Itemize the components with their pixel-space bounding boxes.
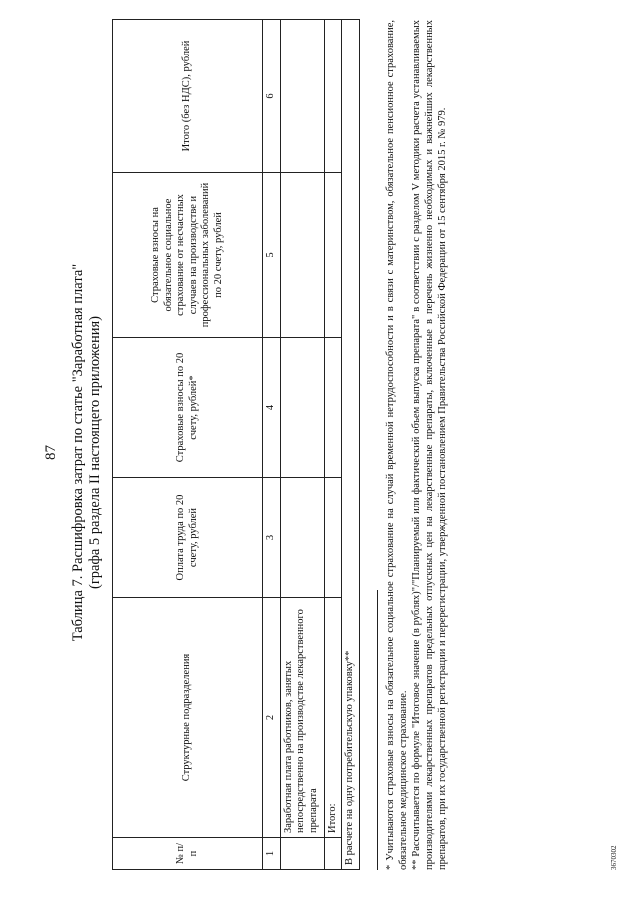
- table-cell: [324, 338, 342, 478]
- column-number: 2: [263, 598, 281, 838]
- footnotes: [384, 20, 449, 870]
- footnote-divider: [377, 590, 378, 870]
- table-cell: [324, 20, 342, 173]
- header-cell-total: Итого (без НДС), рублей: [113, 20, 263, 173]
- column-number-row: [263, 20, 281, 870]
- salary-cost-table: [112, 19, 360, 870]
- table-cell: [280, 338, 324, 478]
- table-cell: [324, 478, 342, 598]
- footnote-1: * Учитываются страховые взносы на обязательное социальное страхование на случай временной нетрудоспособности и в связи с материнством, обязательное пенсионное страхование, обязательное медицинское страхование.: [385, 20, 409, 870]
- table-cell: [280, 20, 324, 173]
- page-number: 87: [43, 445, 59, 460]
- row-label-total: Итого:: [324, 598, 342, 838]
- table-cell: [280, 173, 324, 338]
- table-header-row: [113, 20, 263, 870]
- table-cell: [324, 173, 342, 338]
- column-number: 5: [263, 173, 281, 338]
- header-cell-number: № п/п: [113, 838, 263, 870]
- table-cell: [280, 838, 324, 870]
- row-label-per-pack: В расчете на одну потребительскую упаковку**: [342, 20, 360, 870]
- document-code: 3670302: [610, 845, 618, 870]
- table-title-line-2: (графа 5 раздела II настоящего приложения): [87, 316, 103, 589]
- header-cell-wages: Оплата труда по 20 счету, рублей: [113, 478, 263, 598]
- table-cell: [280, 478, 324, 598]
- column-number: 4: [263, 338, 281, 478]
- column-number: 3: [263, 478, 281, 598]
- table-cell: [324, 838, 342, 870]
- footnote-2: ** Рассчитывается по формуле "Итоговое значение (в рублях)"/"Планируемый или фактический объем выпуска препарата" в соответствии с разделом V методики расчета устанавливаемых производителями лекарственных препаратов предельных отпускных цен на лекарственные препараты, включенные в перечень жизненно необходимых и важнейших лекарственных препаратов, при их государственной регистрации и перерегистрации, утвержденной постановлением Правительства Российской Федерации от 15 сентября 2015 г. № 979.: [411, 20, 448, 870]
- table-title-line-1: Таблица 7. Расшифровка затрат по статье "Заработная плата": [70, 263, 86, 642]
- column-number: 6: [263, 20, 281, 173]
- table-row: [280, 20, 324, 870]
- table-row-total: [324, 20, 342, 870]
- header-cell-division: Структурные подразделения: [113, 598, 263, 838]
- column-number: 1: [263, 838, 281, 870]
- row-label-wages: Заработная плата работников, занятых непосредственно на производстве лекарственного препарата: [280, 598, 324, 838]
- header-cell-accident-insurance: Страховые взносы на обязательное социальное страхование от несчастных случаев на производстве и профессиональных заболеваний по 20 счету, рублей: [113, 173, 263, 338]
- table-title: [70, 0, 104, 905]
- header-cell-insurance: Страховые взносы по 20 счету, рублей*: [113, 338, 263, 478]
- table-row-per-pack: [342, 20, 360, 870]
